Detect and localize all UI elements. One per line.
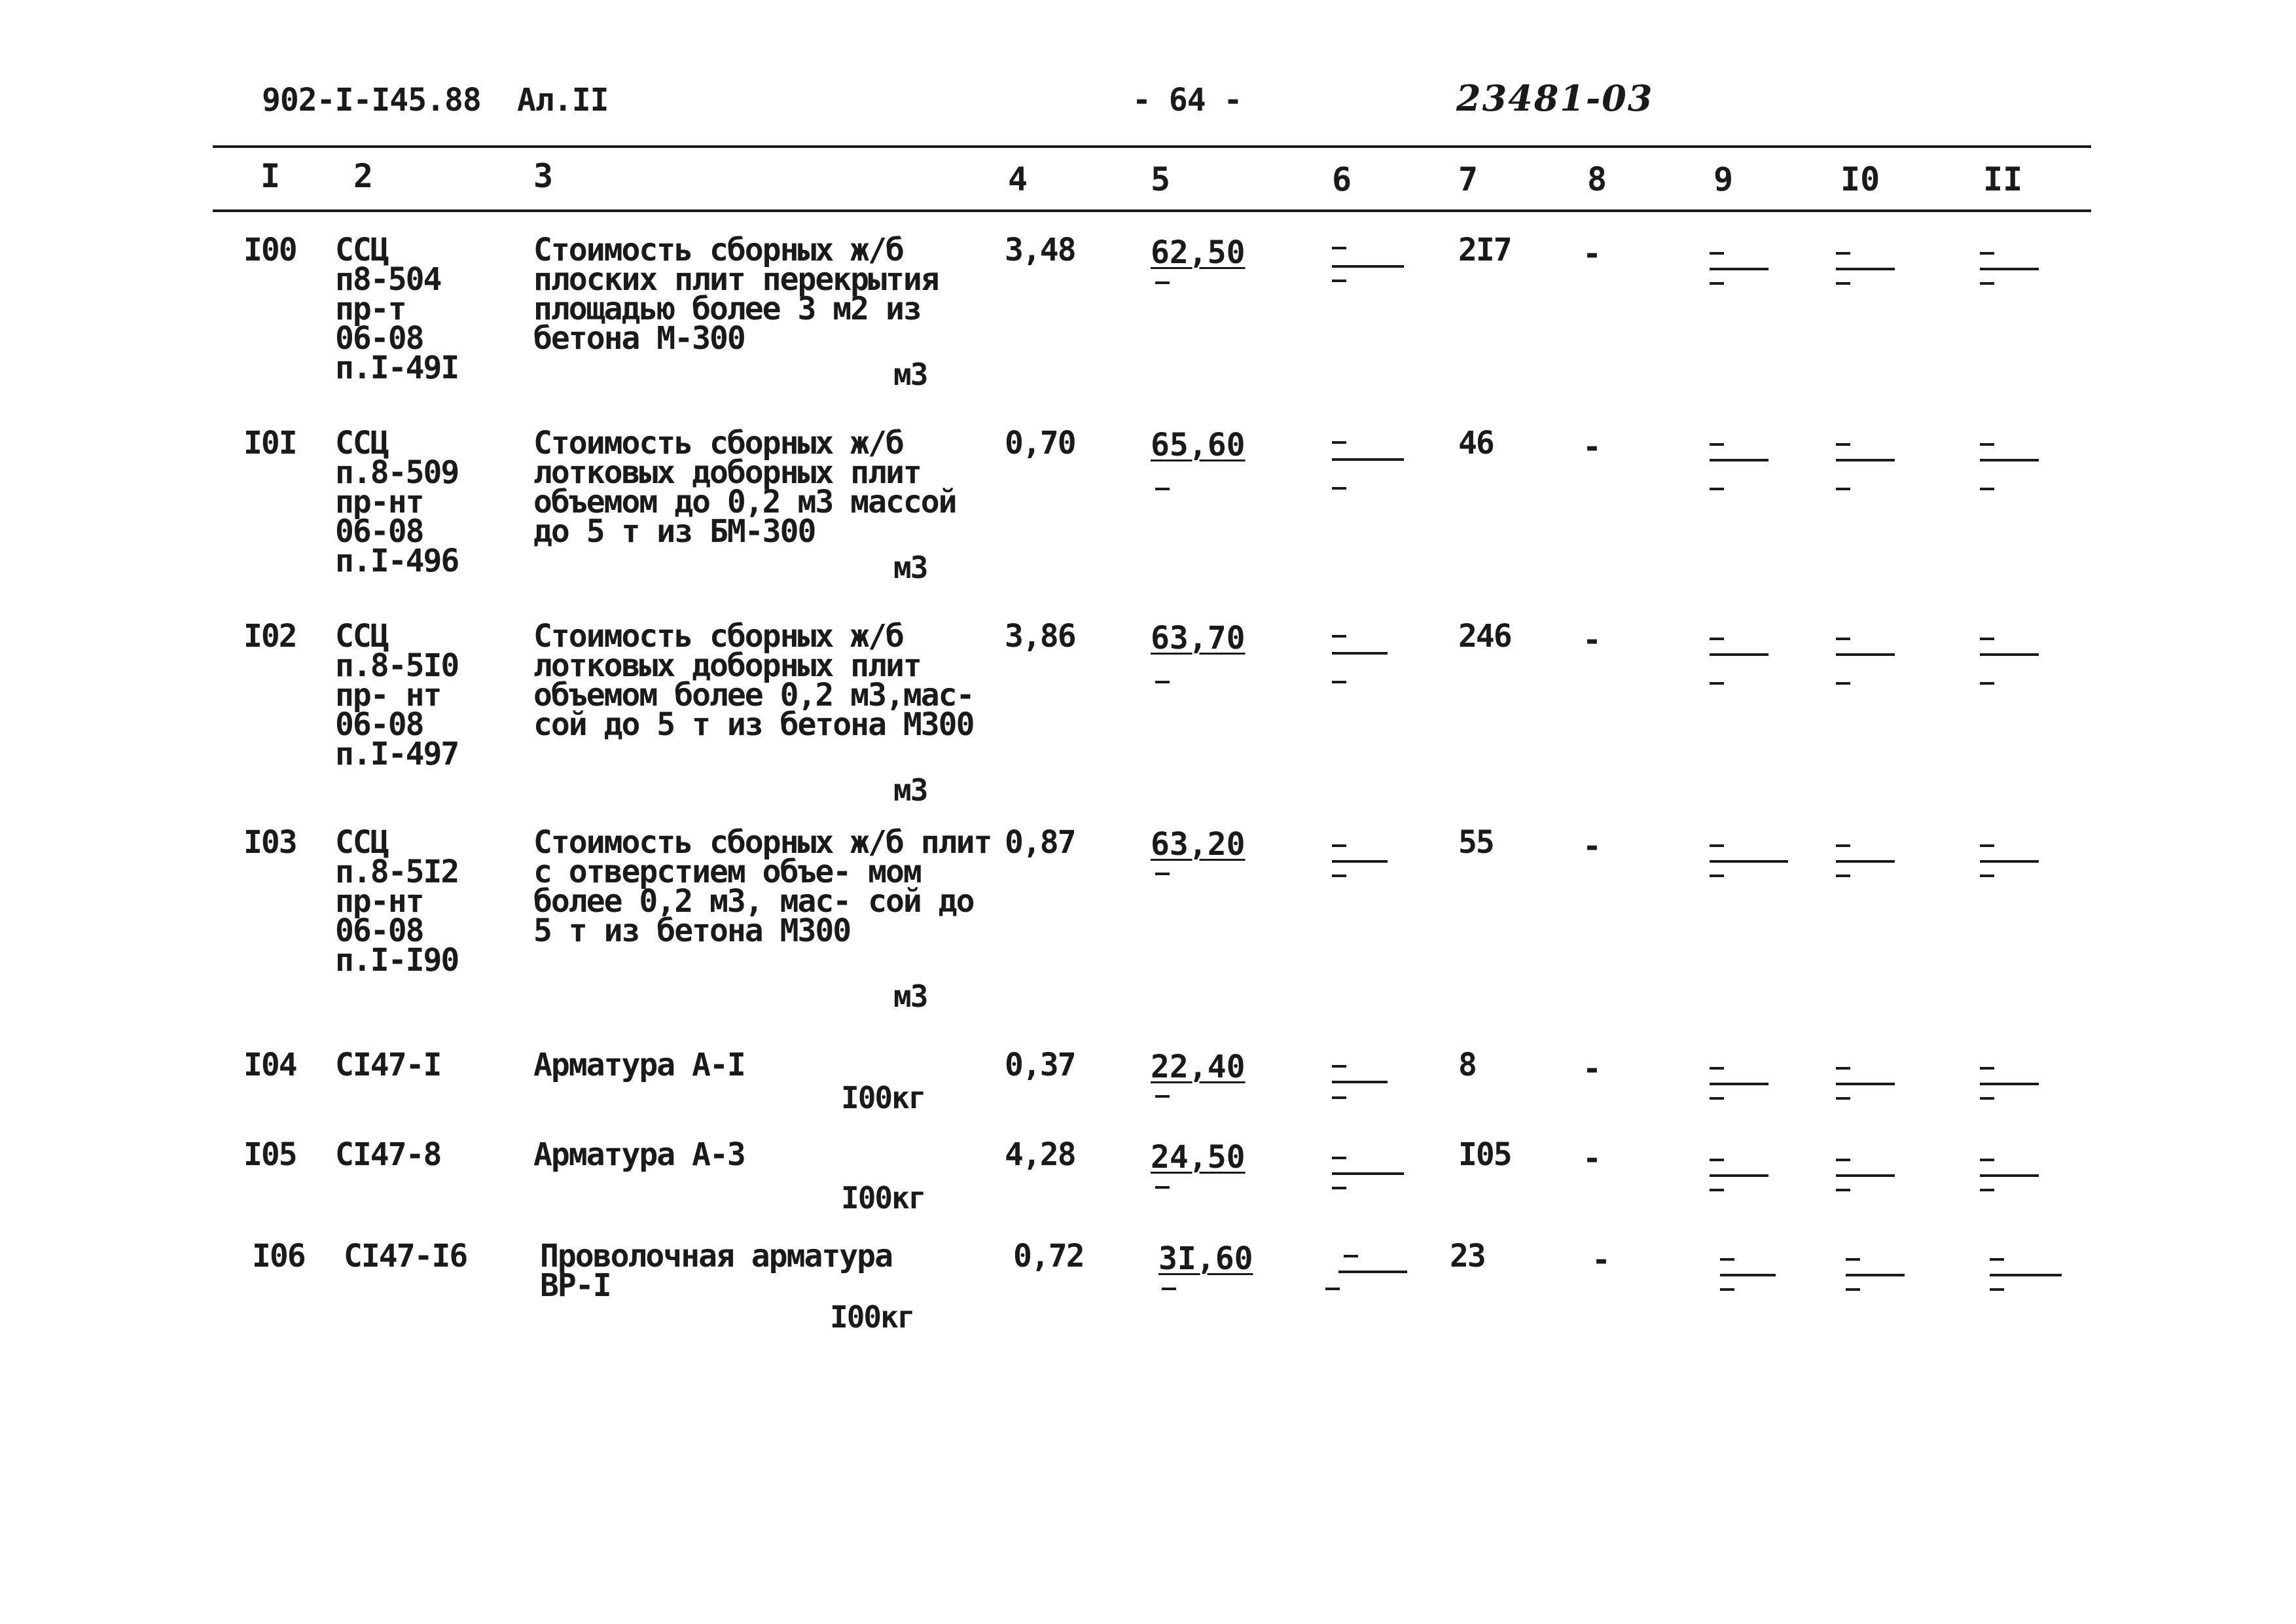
ditto-mark <box>1710 1066 1768 1105</box>
row-col8: - <box>1583 1140 1602 1177</box>
row-description: Стоимость сборных ж/б лотковых доборных плит объемом до 0,2 м3 массой до 5 т из БМ-300 <box>533 425 956 550</box>
row-description: Стоимость сборных ж/б плоских плит перекрытия площадью более 3 м2 из бетона М-300 <box>533 232 939 357</box>
ditto-mark <box>1846 1257 1905 1296</box>
row-total: 8 <box>1458 1047 1476 1083</box>
ditto-mark <box>1980 251 2039 290</box>
dash-mark <box>1155 281 1170 284</box>
row-quantity: 0,37 <box>1005 1047 1075 1083</box>
row-number: I00 <box>243 232 296 268</box>
dash-mark <box>1155 1186 1170 1189</box>
ditto-mark <box>1836 636 1895 676</box>
ditto-mark <box>1710 442 1768 481</box>
ditto-mark <box>1325 1254 1384 1293</box>
row-unit: I00кг <box>830 1299 914 1335</box>
row-total: I05 <box>1458 1136 1511 1173</box>
ditto-mark <box>1710 1157 1768 1197</box>
ditto-mark <box>1990 1257 2049 1296</box>
row-number: I06 <box>252 1238 305 1274</box>
row-code: ССЦ п.8-5I0 пр- нт 06-08 п.I-497 <box>335 618 459 772</box>
dash-mark <box>1155 488 1170 490</box>
row-quantity: 4,28 <box>1005 1136 1075 1173</box>
row-col8: - <box>1583 1051 1602 1087</box>
row-price: 24,50 <box>1151 1139 1246 1176</box>
row-quantity: 0,72 <box>1013 1238 1084 1274</box>
ditto-mark <box>1980 442 2039 481</box>
row-price: 3I,60 <box>1158 1240 1253 1277</box>
row-unit: м3 <box>893 979 927 1014</box>
ditto-mark <box>1836 1157 1895 1197</box>
row-col8: - <box>1583 236 1602 272</box>
row-quantity: 0,87 <box>1005 824 1075 861</box>
ditto-mark <box>1980 636 2039 676</box>
row-code: ССЦ п.8-5I2 пр-нт 06-08 п.I-I90 <box>335 824 459 979</box>
row-code: СI47-8 <box>335 1136 441 1173</box>
col-num-11: II <box>1983 160 2023 198</box>
row-code: ССЦ п.8-509 пр-нт 06-08 п.I-496 <box>335 425 459 579</box>
row-quantity: 3,48 <box>1005 232 1075 268</box>
row-number: I04 <box>243 1047 296 1083</box>
ditto-mark <box>1980 1066 2039 1105</box>
ditto-mark <box>1836 1066 1895 1105</box>
document-code: 902-I-I45.88 <box>262 82 481 118</box>
row-price: 65,60 <box>1151 427 1246 463</box>
row-code: СI47-I6 <box>344 1238 467 1274</box>
row-total: 246 <box>1458 618 1511 655</box>
row-number: I03 <box>243 824 296 861</box>
row-description: Арматура А-3 <box>533 1136 745 1173</box>
dash-mark <box>1155 1095 1170 1098</box>
row-col8: - <box>1592 1242 1611 1278</box>
row-unit: I00кг <box>841 1080 925 1115</box>
row-unit: м3 <box>893 357 927 392</box>
row-description: Проволочная арматура ВР-I <box>540 1238 892 1304</box>
ditto-mark <box>1332 1064 1391 1103</box>
row-unit: I00кг <box>841 1180 925 1216</box>
col-num-5: 5 <box>1151 160 1171 198</box>
ditto-mark <box>1836 442 1895 481</box>
ditto-mark <box>1332 245 1391 285</box>
row-price: 63,20 <box>1151 826 1246 863</box>
ditto-mark <box>1836 843 1895 882</box>
row-total: 23 <box>1450 1238 1485 1274</box>
col-num-1: I <box>260 157 281 195</box>
ditto-mark <box>1332 634 1391 673</box>
row-description: Стоимость сборных ж/б плит с отверстием объе- мом более 0,2 м3, мас- сой до 5 т из бетона М300 <box>533 824 992 949</box>
col-num-7: 7 <box>1458 160 1479 198</box>
row-quantity: 3,86 <box>1005 618 1075 655</box>
row-code: СI47-I <box>335 1047 441 1083</box>
row-col8: - <box>1583 429 1602 465</box>
handwritten-code: 23481-03 <box>1456 77 1654 119</box>
col-num-3: 3 <box>533 157 554 195</box>
table-top-rule <box>213 145 2091 148</box>
ditto-mark <box>1710 636 1768 676</box>
row-unit: м3 <box>893 772 927 808</box>
col-num-10: I0 <box>1840 160 1880 198</box>
row-price: 22,40 <box>1151 1049 1246 1085</box>
dash-mark <box>1162 1288 1176 1290</box>
table-header-rule <box>213 209 2091 212</box>
dash-mark <box>1155 873 1170 875</box>
col-num-4: 4 <box>1008 160 1028 198</box>
row-total: 46 <box>1458 425 1494 461</box>
ditto-mark <box>1332 440 1391 479</box>
row-description: Арматура А-I <box>533 1047 745 1083</box>
row-col8: - <box>1583 828 1602 865</box>
ditto-mark <box>1720 1257 1779 1296</box>
ditto-mark <box>1332 1155 1391 1195</box>
ditto-mark <box>1980 843 2039 882</box>
row-number: I05 <box>243 1136 296 1173</box>
ditto-mark <box>1710 251 1768 290</box>
row-quantity: 0,70 <box>1005 425 1075 461</box>
ditto-mark <box>1980 1157 2039 1197</box>
ditto-mark <box>1332 843 1391 882</box>
col-num-2: 2 <box>353 157 374 195</box>
dash-mark <box>1155 681 1170 683</box>
row-number: I0I <box>243 425 296 461</box>
row-code: ССЦ п8-504 пр-т 06-08 п.I-49I <box>335 232 459 386</box>
row-unit: м3 <box>893 550 927 585</box>
col-num-9: 9 <box>1713 160 1734 198</box>
ditto-mark <box>1710 843 1768 882</box>
col-num-8: 8 <box>1587 160 1607 198</box>
row-total: 2I7 <box>1458 232 1511 268</box>
album-label: Ал.II <box>517 82 609 118</box>
row-price: 62,50 <box>1151 234 1246 271</box>
row-total: 55 <box>1458 824 1494 861</box>
row-price: 63,70 <box>1151 620 1246 657</box>
col-num-6: 6 <box>1332 160 1352 198</box>
row-number: I02 <box>243 618 296 655</box>
row-description: Стоимость сборных ж/б лотковых доборных плит объемом более 0,2 м3,мас- сой до 5 т из бетона М300 <box>533 618 974 743</box>
page-number: - 64 - <box>1132 82 1242 118</box>
row-col8: - <box>1583 622 1602 659</box>
ditto-mark <box>1836 251 1895 290</box>
